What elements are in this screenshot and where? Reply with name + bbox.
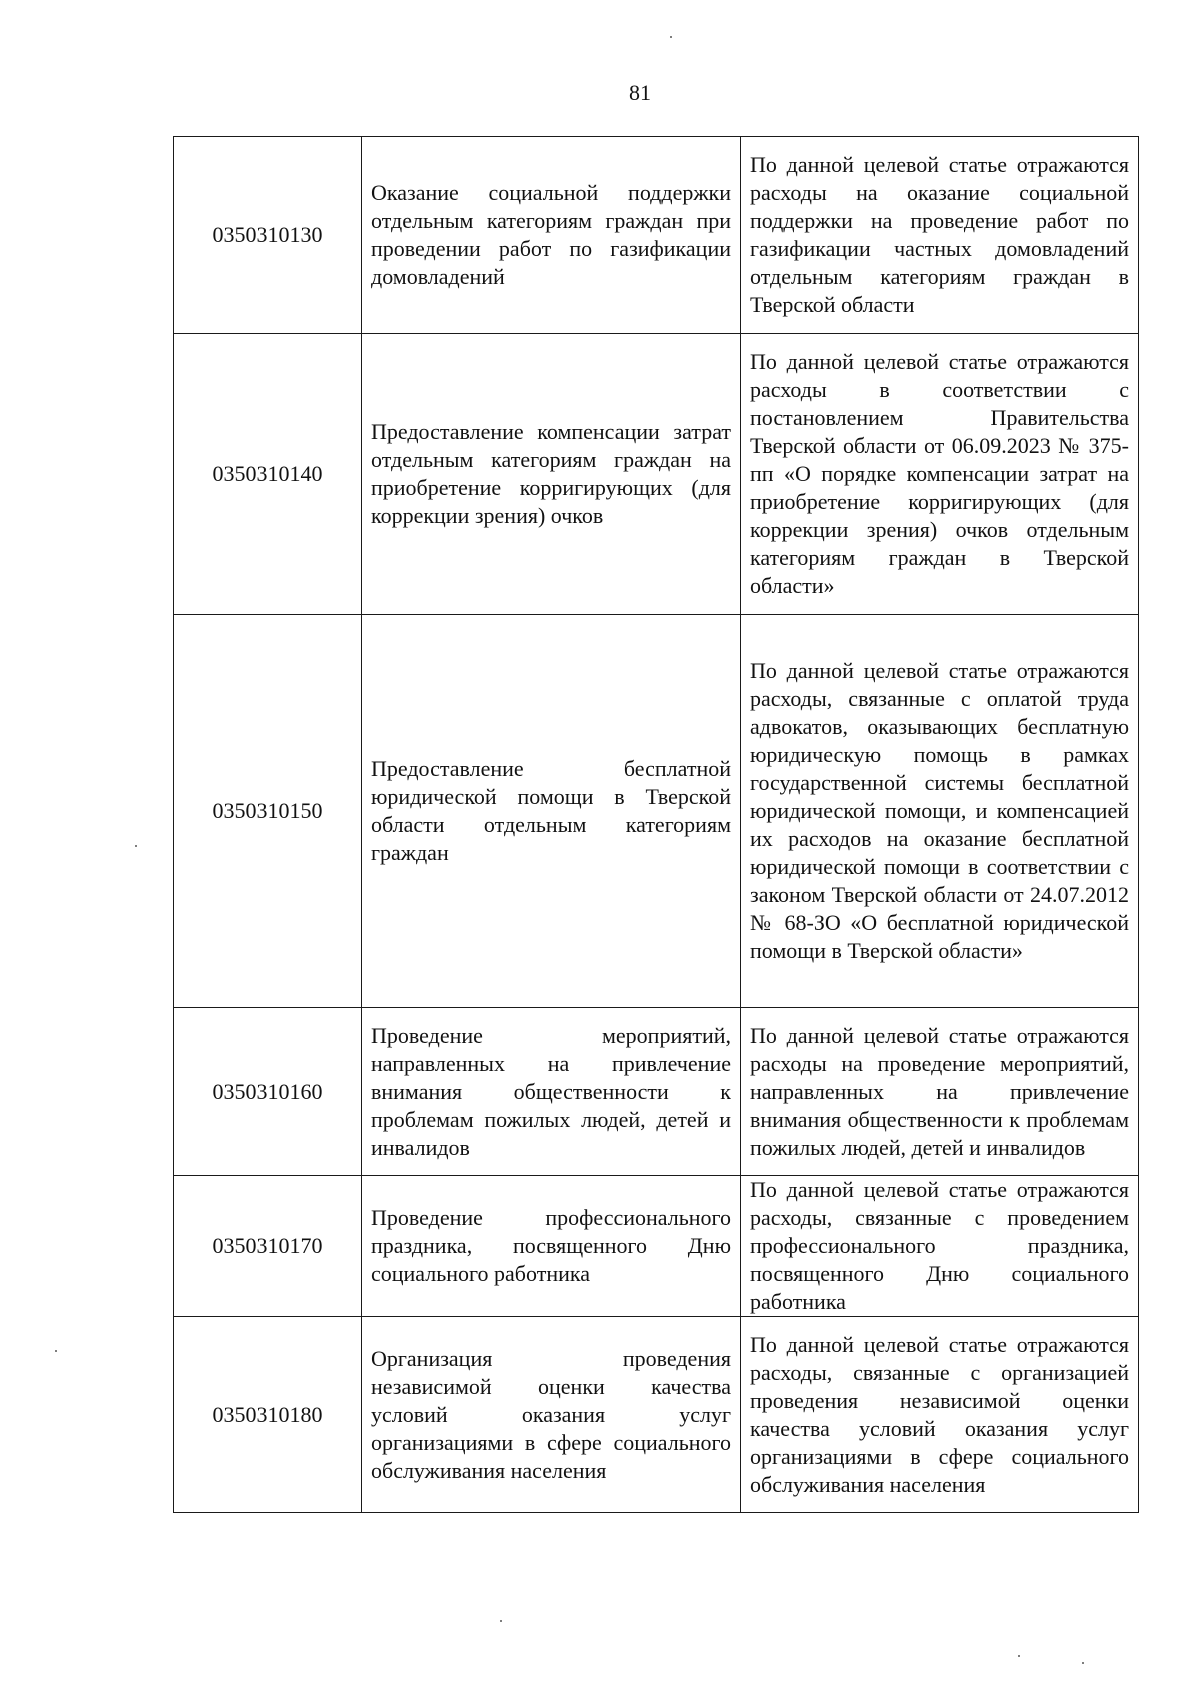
- article-description-text: По данной целевой статье отражаются расходы в соответствии с постановлением Правительства Тверской области от 06.09.2023 № 375-пп «О порядке компенсации затрат на приобретение корригирующих (для коррекции зрения) очков отдельным категориям граждан в Тверской области»: [750, 349, 1129, 598]
- article-description-text: По данной целевой статье отражаются расходы на проведение мероприятий, направленных на привлечение внимания общественности к проблемам пожилых людей, детей и инвалидов: [750, 1022, 1129, 1160]
- article-code: 0350310150: [174, 615, 362, 1008]
- article-name-text: Оказание социальной поддержки отдельным категориям граждан при проведении работ по газификации домовладений: [371, 180, 731, 289]
- article-description: [741, 1317, 1139, 1513]
- article-name-text: Проведение мероприятий, направленных на привлечение внимания общественности к проблемам пожилых людей, детей и инвалидов: [371, 1022, 731, 1160]
- article-description: [741, 1008, 1139, 1176]
- table-row: [174, 1008, 1139, 1176]
- table-row: [174, 137, 1139, 334]
- page-number: 81: [629, 80, 651, 105]
- scan-speck: [670, 36, 672, 38]
- table-row: [174, 1317, 1139, 1513]
- article-name: [362, 1008, 741, 1176]
- article-name-text: Организация проведения независимой оценки качества условий оказания услуг организациями в сфере социального обслуживания населения: [371, 1345, 731, 1483]
- article-name: [362, 334, 741, 615]
- scan-speck: [500, 1620, 502, 1622]
- table-row: [174, 1176, 1139, 1317]
- article-name-text: Предоставление бесплатной юридической помощи в Тверской области отдельным категориям граждан: [371, 756, 731, 865]
- article-code: 0350310180: [174, 1317, 362, 1513]
- scan-speck: [135, 845, 137, 847]
- article-name: [362, 137, 741, 334]
- table-row: [174, 615, 1139, 1008]
- article-name: [362, 1317, 741, 1513]
- scan-speck: [1082, 1662, 1084, 1664]
- article-description-text: По данной целевой статье отражаются расходы, связанные с оплатой труда адвокатов, оказывающих бесплатную юридическую помощь в рамках государственной системы бесплатной юридической помощи, и компенсацией их расходов на оказание бесплатной юридической помощи в соответствии с законом Тверской области от 24.07.2012 № 68-ЗО «О бесплатной юридической помощи в Тверской области»: [750, 658, 1129, 963]
- article-description-text: По данной целевой статье отражаются расходы, связанные с организацией проведения независимой оценки качества условий оказания услуг организациями в сфере социального обслуживания населения: [750, 1331, 1129, 1497]
- article-code: 0350310170: [174, 1176, 362, 1317]
- article-description-text: По данной целевой статье отражаются расходы, связанные с проведением профессионального праздника, посвященного Дню социального работника: [750, 1177, 1129, 1314]
- table-row: [174, 334, 1139, 615]
- article-code: 0350310140: [174, 334, 362, 615]
- article-description: [741, 137, 1139, 334]
- article-code: 0350310130: [174, 137, 362, 334]
- scan-speck: [1018, 1655, 1020, 1657]
- article-name-text: Проведение профессионального праздника, посвященного Дню социального работника: [371, 1205, 731, 1286]
- article-description: [741, 1176, 1139, 1317]
- article-description-text: По данной целевой статье отражаются расходы на оказание социальной поддержки на проведение работ по газификации частных домовладений отдельным категориям граждан в Тверской области: [750, 152, 1129, 317]
- scan-speck: [55, 1350, 57, 1352]
- article-description: [741, 615, 1139, 1008]
- article-name-text: Предоставление компенсации затрат отдельным категориям граждан на приобретение корригирующих (для коррекции зрения) очков: [371, 419, 731, 528]
- article-name: [362, 615, 741, 1008]
- target-articles-table: [173, 136, 1139, 1513]
- article-name: [362, 1176, 741, 1317]
- article-code: 0350310160: [174, 1008, 362, 1176]
- article-description: [741, 334, 1139, 615]
